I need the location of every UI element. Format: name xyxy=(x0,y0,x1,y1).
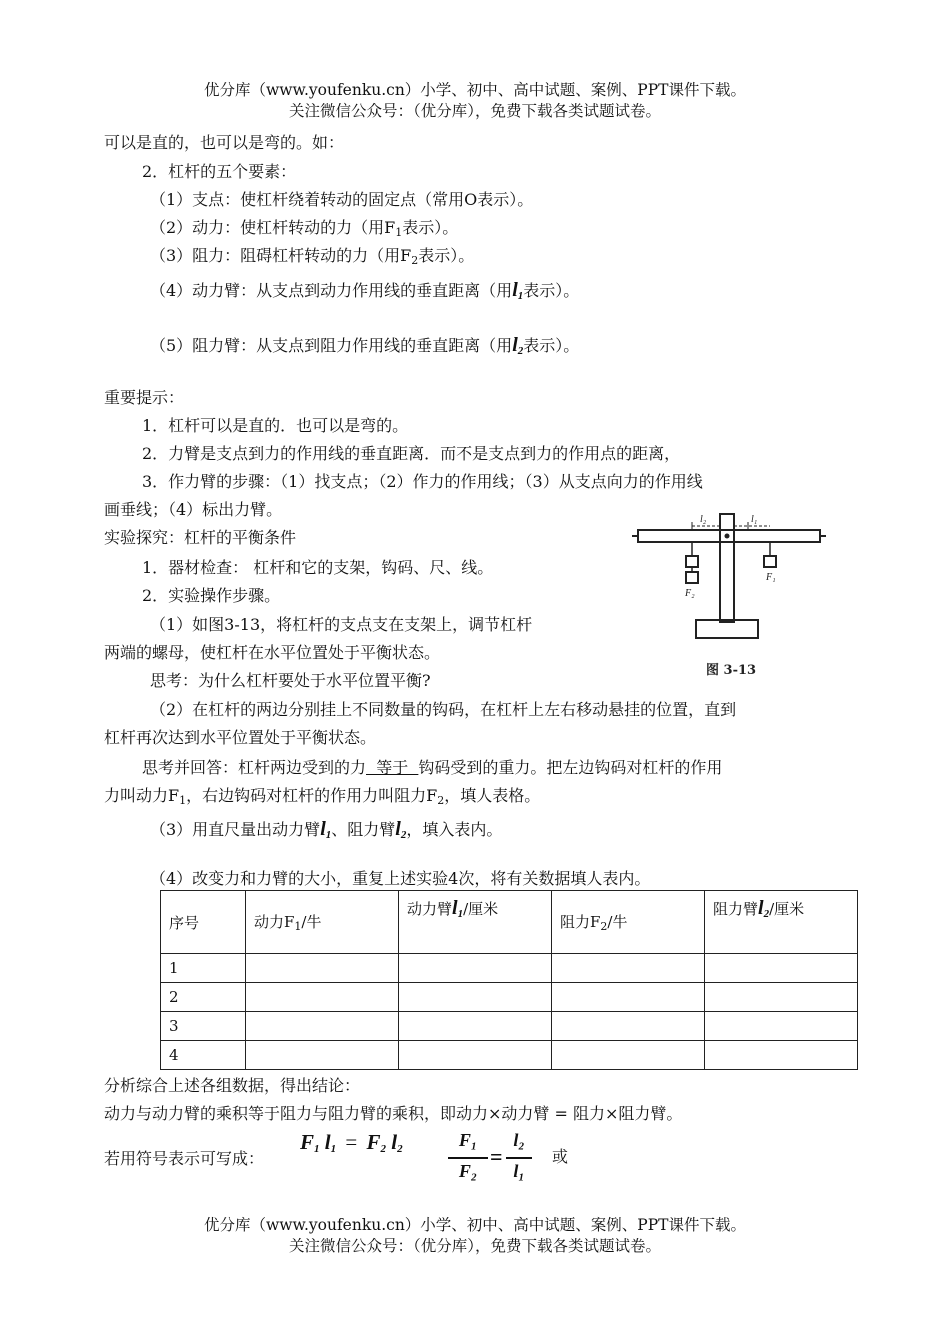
conclusion-symbol-label: 若用符号表示可写成： xyxy=(104,1149,265,1168)
element-power-arm: （4）动力臂：从支点到动力作用线的垂直距离（用$l_1$表示）。 xyxy=(150,279,580,302)
intro-line: 可以是直的，也可以是弯的。如： xyxy=(104,133,345,152)
answer-line-1: 思考并回答：杠杆两边受到的力 等于 钩码受到的重力。把左边钩码对杠杆的作用 xyxy=(142,758,723,777)
procedure-1a: （1）如图3-13，将杠杆的支点支在支架上，调节杠杆 xyxy=(150,615,533,634)
element-fulcrum: （1）支点：使杠杆绕着转动的固定点（常用O表示）。 xyxy=(150,190,534,209)
five-elements-title: 2．杠杆的五个要素： xyxy=(142,162,297,181)
row-index: 2 xyxy=(161,983,246,1012)
fraction-left-denominator: F₂ xyxy=(458,1161,478,1181)
tip-1: 1．杠杆可以是直的．也可以是弯的。 xyxy=(142,416,409,435)
table-row xyxy=(161,954,858,983)
procedure-2b: 杠杆再次达到水平位置处于平衡状态。 xyxy=(104,728,377,747)
procedure-3: （3）用直尺量出动力臂$l_1$、阻力臂$l_2$，填入表内。 xyxy=(150,818,503,841)
tip-3b: 画垂线；（4）标出力臂。 xyxy=(104,500,283,519)
header-l1: 动力臂$l_1/$厘米 xyxy=(399,891,552,954)
header-f1: 动力$F_1/$牛 xyxy=(246,891,399,954)
figure-label-f1: F₁ xyxy=(766,572,776,583)
conclusion-intro: 分析综合上述各组数据，得出结论： xyxy=(104,1076,361,1095)
procedure-1b: 两端的螺母，使杠杆在水平位置处于平衡状态。 xyxy=(104,643,441,662)
conclusion-or: 或 xyxy=(552,1147,569,1166)
answer-line-2: 力叫动力$F_1$，右边钩码对杠杆的作用力叫阻力$F_2$，填人表格。 xyxy=(104,786,541,807)
think-question: 思考：为什么杠杆要处于水平位置平衡? xyxy=(150,671,431,690)
row-index: 1 xyxy=(161,954,246,983)
header-index: 序号 xyxy=(161,891,246,954)
footer-line-1: 优分库（www.youfenku.cn）小学、初中、高中试题、案例、PPT课件下载。 xyxy=(203,1216,747,1234)
row-index: 3 xyxy=(161,1012,246,1041)
fraction-right-denominator: l₁ xyxy=(513,1161,525,1181)
tip-2: 2．力臂是支点到力的作用线的垂直距离．而不是支点到力的作用点的距离， xyxy=(142,444,681,463)
figure-caption: 图 3-13 xyxy=(706,663,757,678)
element-resistance-arm: （5）阻力臂：从支点到阻力作用线的垂直距离（用$l_2$表示）。 xyxy=(150,334,580,357)
data-table xyxy=(160,890,858,1070)
fulcrum-point xyxy=(725,534,730,539)
fraction-left-numerator: F₁ xyxy=(458,1130,478,1150)
conclusion-statement: 动力与动力臂的乘积等于阻力与阻力臂的乘积，即动力×动力臂 = 阻力×阻力臂。 xyxy=(104,1104,683,1123)
element-resistance: （3）阻力：阻碍杠杆转动的力（用$F_2$表示）。 xyxy=(150,246,475,267)
header-line-2: 关注微信公众号：（优分库），免费下载各类试题试卷。 xyxy=(288,102,661,120)
tip-3a: 3．作力臂的步骤：（1）找支点；（2）作力的作用线；（3）从支点向力的作用线 xyxy=(142,472,703,491)
lever-figure xyxy=(630,508,830,684)
table-row xyxy=(161,983,858,1012)
figure-label-l2: l₂ xyxy=(700,514,707,525)
fraction-equals: = xyxy=(490,1144,503,1169)
fraction-left-bar xyxy=(448,1157,488,1159)
procedure-2a: （2）在杠杆的两边分别挂上不同数量的钩码，在杠杆上左右移动悬挂的位置，直到 xyxy=(150,700,737,719)
experiment-step-1: 1．器材检查： 杠杆和它的支架，钩码、尺、线。 xyxy=(142,558,494,577)
figure-label-f2: F₂ xyxy=(685,588,695,599)
header-l2: 阻力臂$l_2/$厘米 xyxy=(705,891,858,954)
answer-fill: 等于 xyxy=(366,758,419,777)
header-line-1: 优分库（www.youfenku.cn）小学、初中、高中试题、案例、PPT课件下载。 xyxy=(203,81,747,99)
experiment-title: 实验探究：杠杆的平衡条件 xyxy=(104,528,297,547)
table-row xyxy=(161,1012,858,1041)
row-index: 4 xyxy=(161,1041,246,1070)
table-row xyxy=(161,1041,858,1070)
experiment-step-2: 2．实验操作步骤。 xyxy=(142,586,281,605)
table-header-row xyxy=(161,891,858,954)
fraction-right-bar xyxy=(506,1157,532,1159)
fraction-right-numerator: l₂ xyxy=(513,1130,525,1150)
equation-product: $F_1$ $l_1 = F_2$ $l_2$ xyxy=(300,1130,403,1155)
tips-title: 重要提示： xyxy=(104,388,185,407)
header-f2: 阻力$F_2/$牛 xyxy=(552,891,705,954)
figure-label-l1: l₁ xyxy=(751,514,758,525)
footer-line-2: 关注微信公众号：（优分库），免费下载各类试题试卷。 xyxy=(288,1237,661,1255)
element-power: （2）动力：使杠杆转动的力（用$F_1$表示）。 xyxy=(150,218,459,239)
procedure-4: （4）改变力和力臂的大小，重复上述实验4次，将有关数据填人表内。 xyxy=(150,869,651,888)
